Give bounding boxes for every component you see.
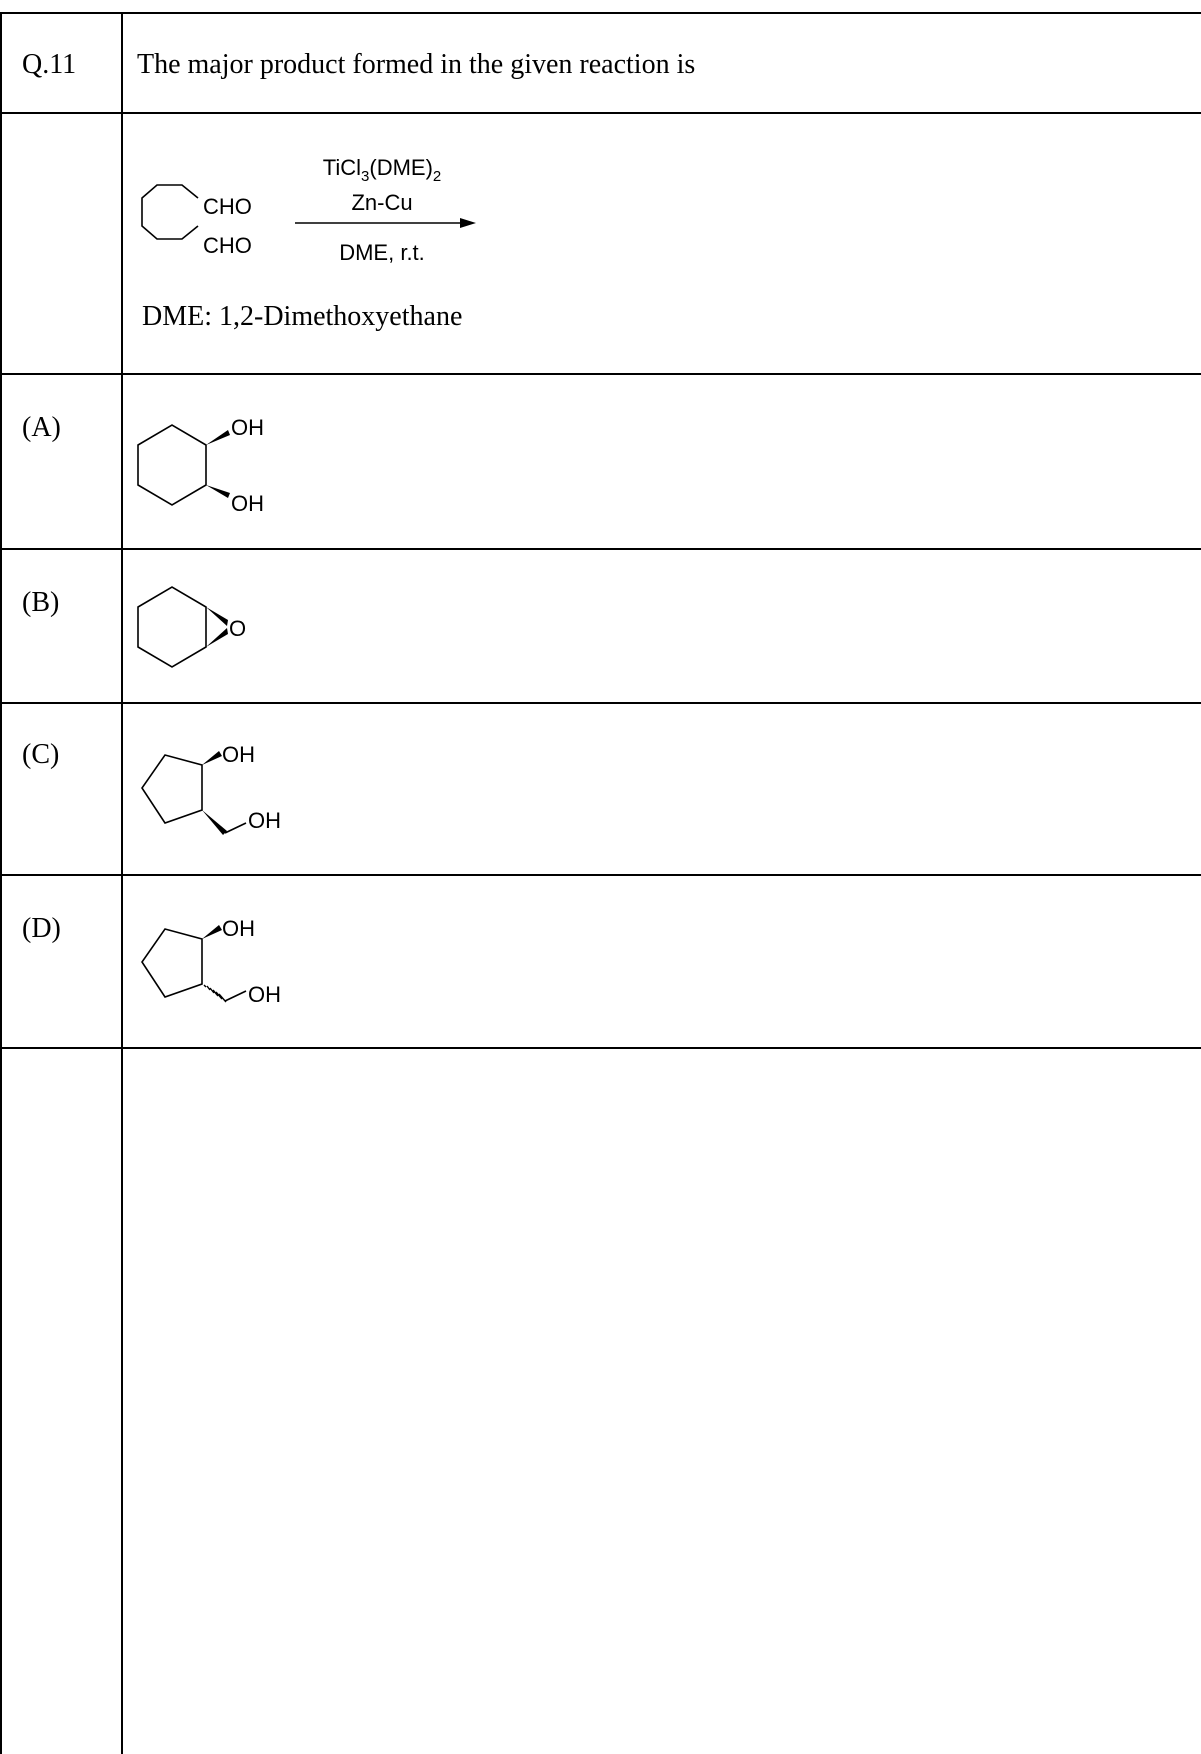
option-c-group-2: OH bbox=[248, 808, 281, 833]
option-a-group-1: OH bbox=[231, 415, 264, 440]
column-divider bbox=[121, 13, 123, 1754]
option-d-group-2: OH bbox=[248, 982, 281, 1007]
wedge-bond bbox=[206, 485, 230, 498]
option-c-label: (C) bbox=[22, 739, 60, 770]
question-number: Q.11 bbox=[22, 49, 77, 80]
table-border-left bbox=[0, 13, 2, 1754]
option-b-group-1: O bbox=[229, 616, 247, 641]
question-text: The major product formed in the given reaction is bbox=[137, 49, 696, 80]
wedge-bond bbox=[206, 607, 228, 626]
row-divider bbox=[0, 548, 1201, 550]
wedge-bond bbox=[202, 810, 227, 835]
reactant-chain bbox=[142, 185, 198, 239]
reagent-2: Zn-Cu bbox=[351, 190, 413, 215]
row-divider bbox=[0, 1047, 1201, 1049]
hashed-bond bbox=[204, 985, 226, 1002]
option-a-structure bbox=[130, 405, 320, 525]
option-b-structure bbox=[130, 580, 320, 700]
option-a-label: (A) bbox=[22, 412, 61, 443]
reaction-scheme bbox=[130, 145, 490, 275]
row-divider bbox=[0, 373, 1201, 375]
row-divider bbox=[0, 112, 1201, 114]
row-divider bbox=[0, 702, 1201, 704]
reaction-conditions: DME, r.t. bbox=[339, 240, 425, 265]
option-d-label: (D) bbox=[22, 913, 61, 944]
option-a-group-2: OH bbox=[231, 491, 264, 516]
row-divider bbox=[0, 874, 1201, 876]
arrow-head bbox=[460, 218, 476, 228]
table-border-top bbox=[0, 12, 1201, 14]
wedge-bond bbox=[206, 628, 228, 647]
wedge-bond bbox=[206, 430, 230, 445]
option-c-group-1: OH bbox=[222, 742, 255, 767]
wedge-bond bbox=[202, 751, 222, 765]
option-c-structure bbox=[130, 735, 320, 855]
reagent-1: $TiCl_3(DME)_2$ bbox=[322, 155, 442, 185]
option-d-group-1: OH bbox=[222, 916, 255, 941]
option-d-structure bbox=[130, 909, 320, 1029]
wedge-bond bbox=[202, 925, 222, 939]
dme-footnote: DME: 1,2-Dimethoxyethane bbox=[142, 301, 463, 332]
reactant-group-bottom: CHO bbox=[203, 233, 252, 258]
option-b-label: (B) bbox=[22, 587, 60, 618]
reactant-group-top: CHO bbox=[203, 194, 252, 219]
